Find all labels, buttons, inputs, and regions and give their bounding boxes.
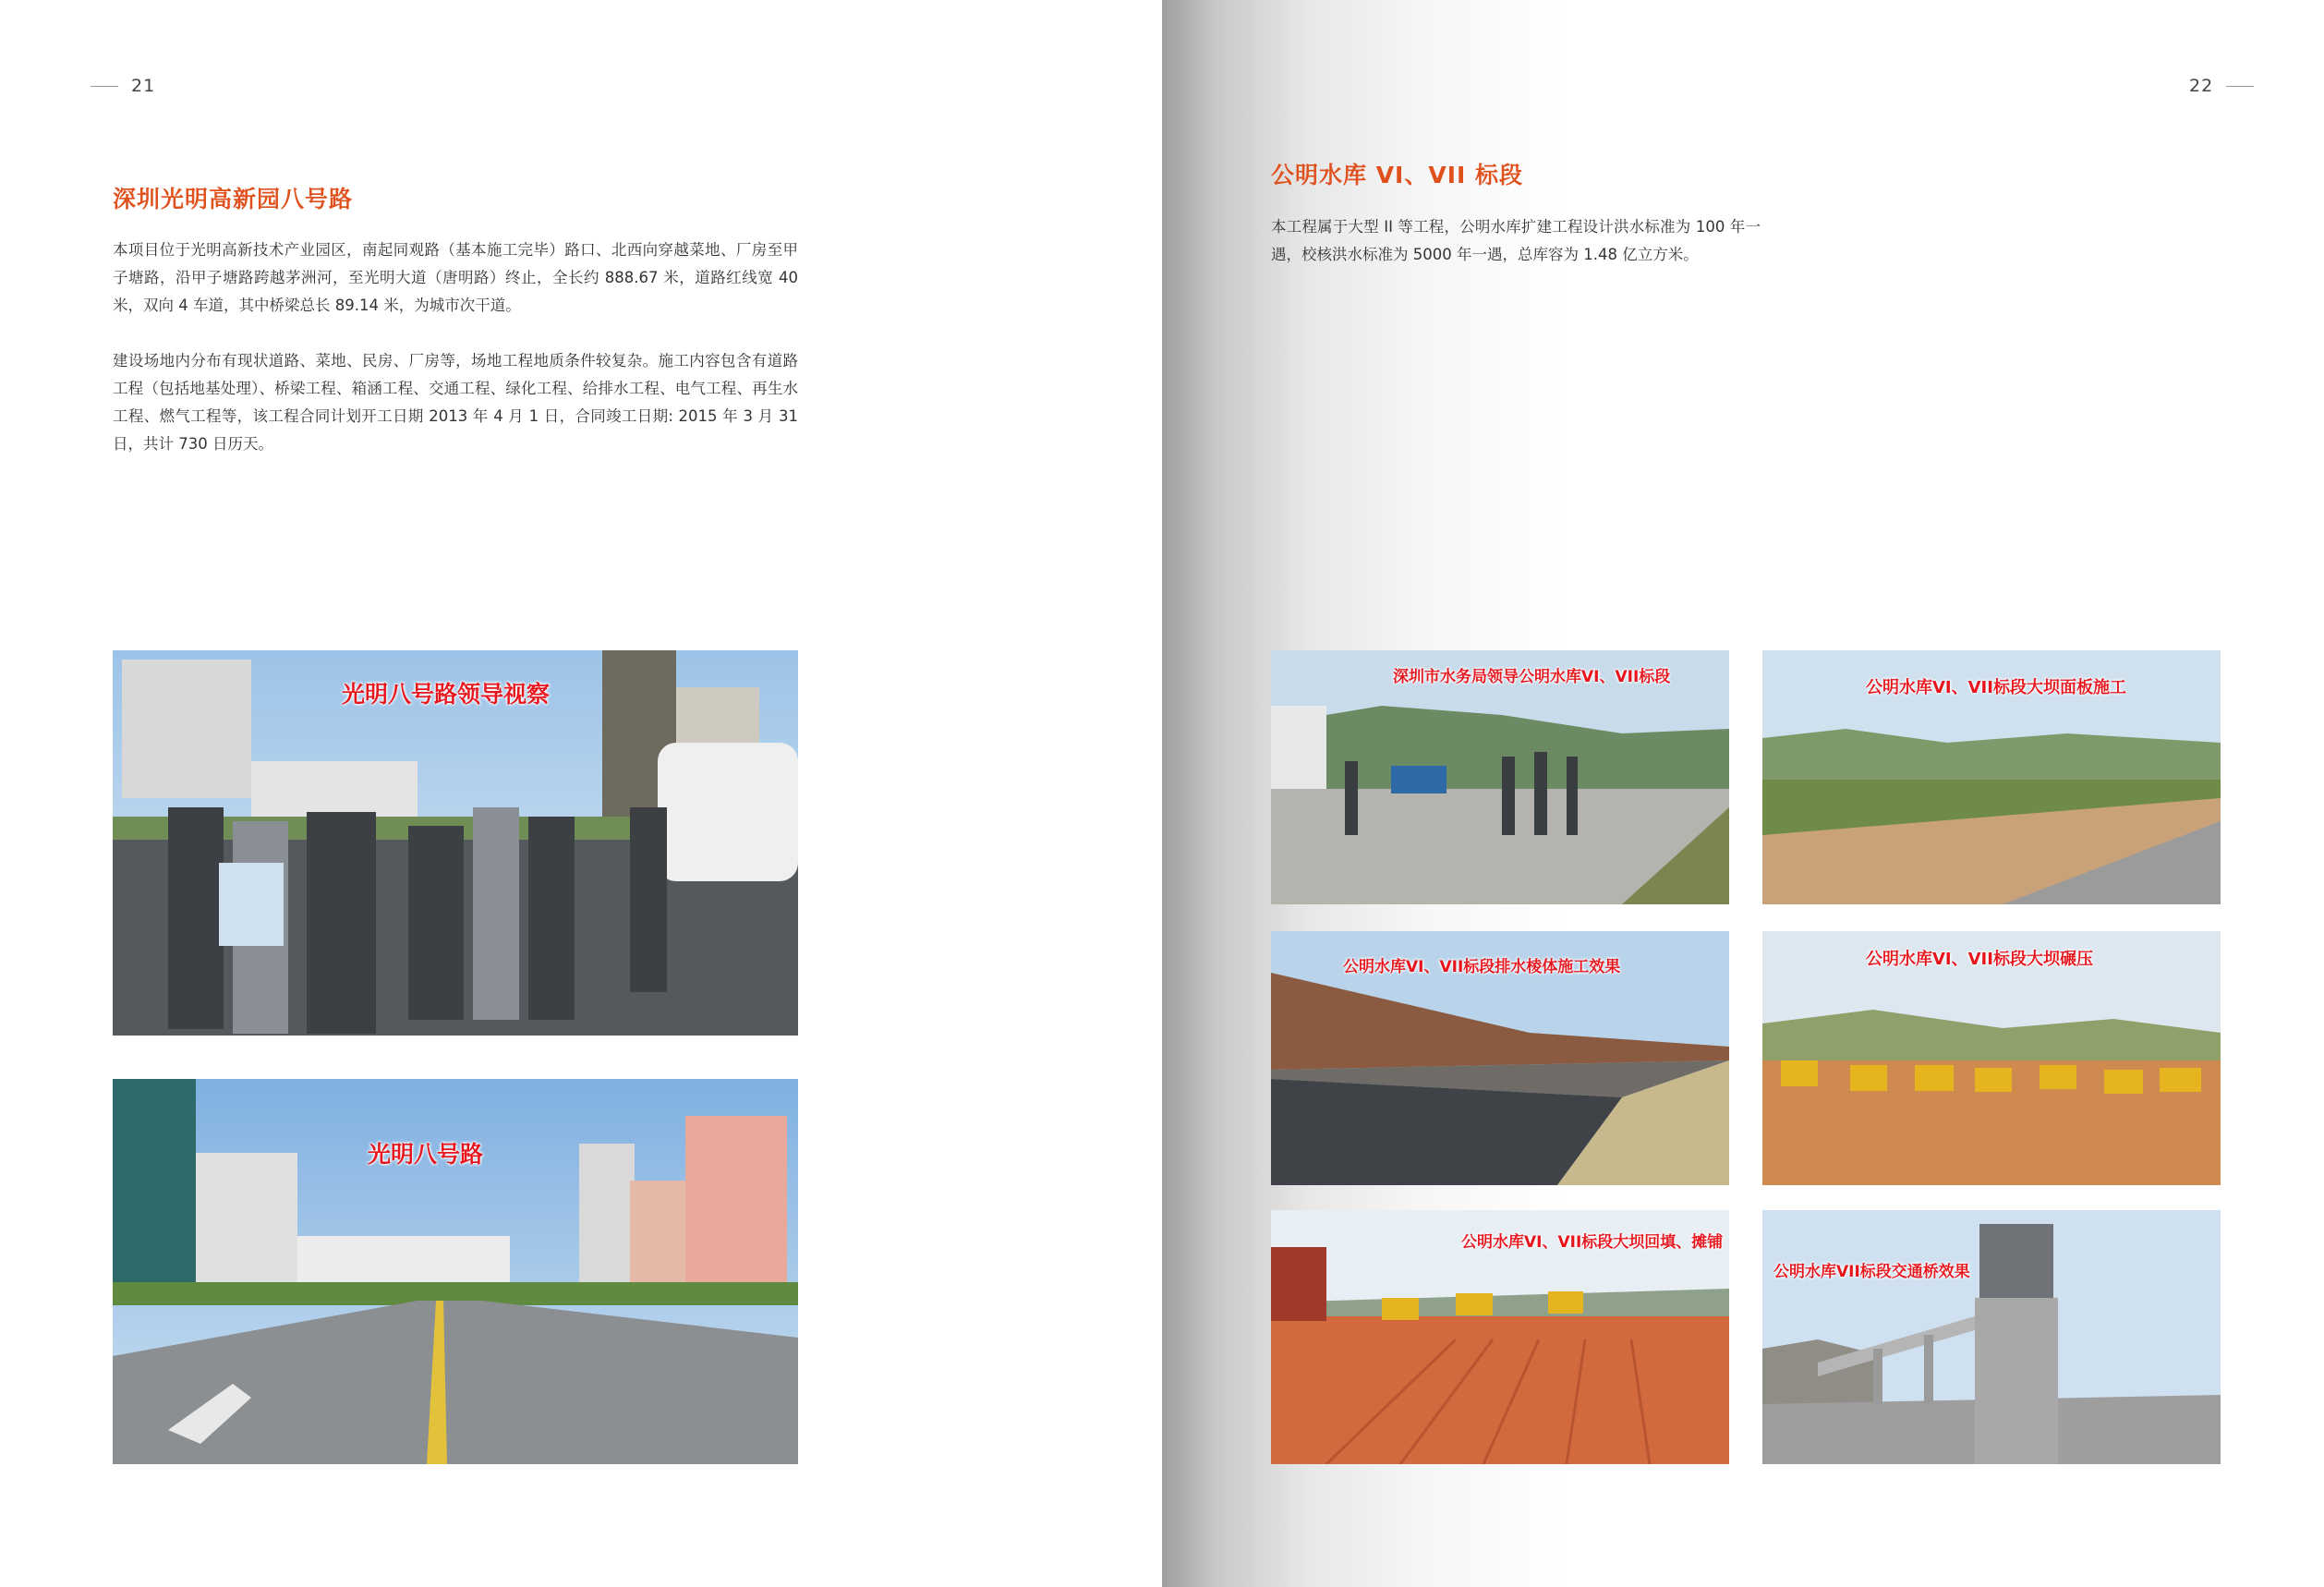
leaders-visit-scene — [1271, 650, 1729, 904]
right-page-title: 公明水库 VI、VII 标段 — [1271, 162, 1524, 188]
photo-leaders-visit — [1271, 650, 1729, 904]
left-page-number-group — [91, 76, 155, 96]
traffic-bridge-scene — [1762, 1210, 2221, 1464]
right-page-number: 22 — [2189, 76, 2214, 96]
page-number-rule — [91, 86, 118, 87]
left-page-number: 21 — [131, 76, 156, 96]
photo-traffic-bridge — [1762, 1210, 2221, 1464]
photo-caption: 深圳市水务局领导公明水库VI、VII标段 — [1393, 668, 1671, 686]
photo-caption: 公明水库VI、VII标段排水棱体施工效果 — [1343, 958, 1621, 976]
photo-dam-compaction — [1762, 931, 2221, 1185]
right-page-number-group — [2189, 76, 2254, 96]
left-paragraph-2: 建设场地内分布有现状道路、菜地、民房、厂房等，场地工程地质条件较复杂。施工内容包含有道路工程（包括地基处理）、桥梁工程、箱涵工程、交通工程、绿化工程、给排水工程、电气工程、再生水工程、燃气工程等，该工程合同计划开工日期 2013 年 4 月 1 日，合同竣工日期: 2015 年 3 月 31 日，共计 730 日历天。 — [113, 352, 798, 453]
photo-road-inspection — [113, 650, 798, 1036]
photo-caption: 公明水库VI、VII标段大坝面板施工 — [1866, 678, 2126, 697]
photo-caption: 光明八号路 — [368, 1141, 484, 1168]
photo-road-view — [113, 1079, 798, 1464]
left-paragraph-1: 本项目位于光明高新技术产业园区，南起同观路（基本施工完毕）路口、北西向穿越菜地、厂房至甲子塘路，沿甲子塘路跨越茅洲河，至光明大道（唐明路）终止，全长约 888.67 米，道路红线宽 40 米，双向 4 车道，其中桥梁总长 89.14 米，为城市次干道。 — [113, 241, 798, 314]
photo-caption: 公明水库VI、VII标段大坝回填、摊铺 — [1461, 1233, 1724, 1252]
photo-drainage-prism — [1271, 931, 1729, 1185]
photo-caption: 公明水库VI、VII标段大坝碾压 — [1866, 950, 2093, 969]
photo-caption: 光明八号路领导视察 — [342, 681, 551, 708]
photo-dam-backfill — [1271, 1210, 1729, 1464]
left-page-title: 深圳光明高新园八号路 — [113, 186, 354, 212]
page-number-rule — [2226, 86, 2254, 87]
photo-caption: 公明水库VII标段交通桥效果 — [1773, 1263, 1970, 1281]
photo-dam-face-slab — [1762, 650, 2221, 904]
right-page — [1162, 0, 2324, 1587]
right-paragraph: 本工程属于大型 II 等工程，公明水库扩建工程设计洪水标准为 100 年一遇，校核洪水标准为 5000 年一遇，总库容为 1.48 亿立方米。 — [1271, 218, 1761, 263]
